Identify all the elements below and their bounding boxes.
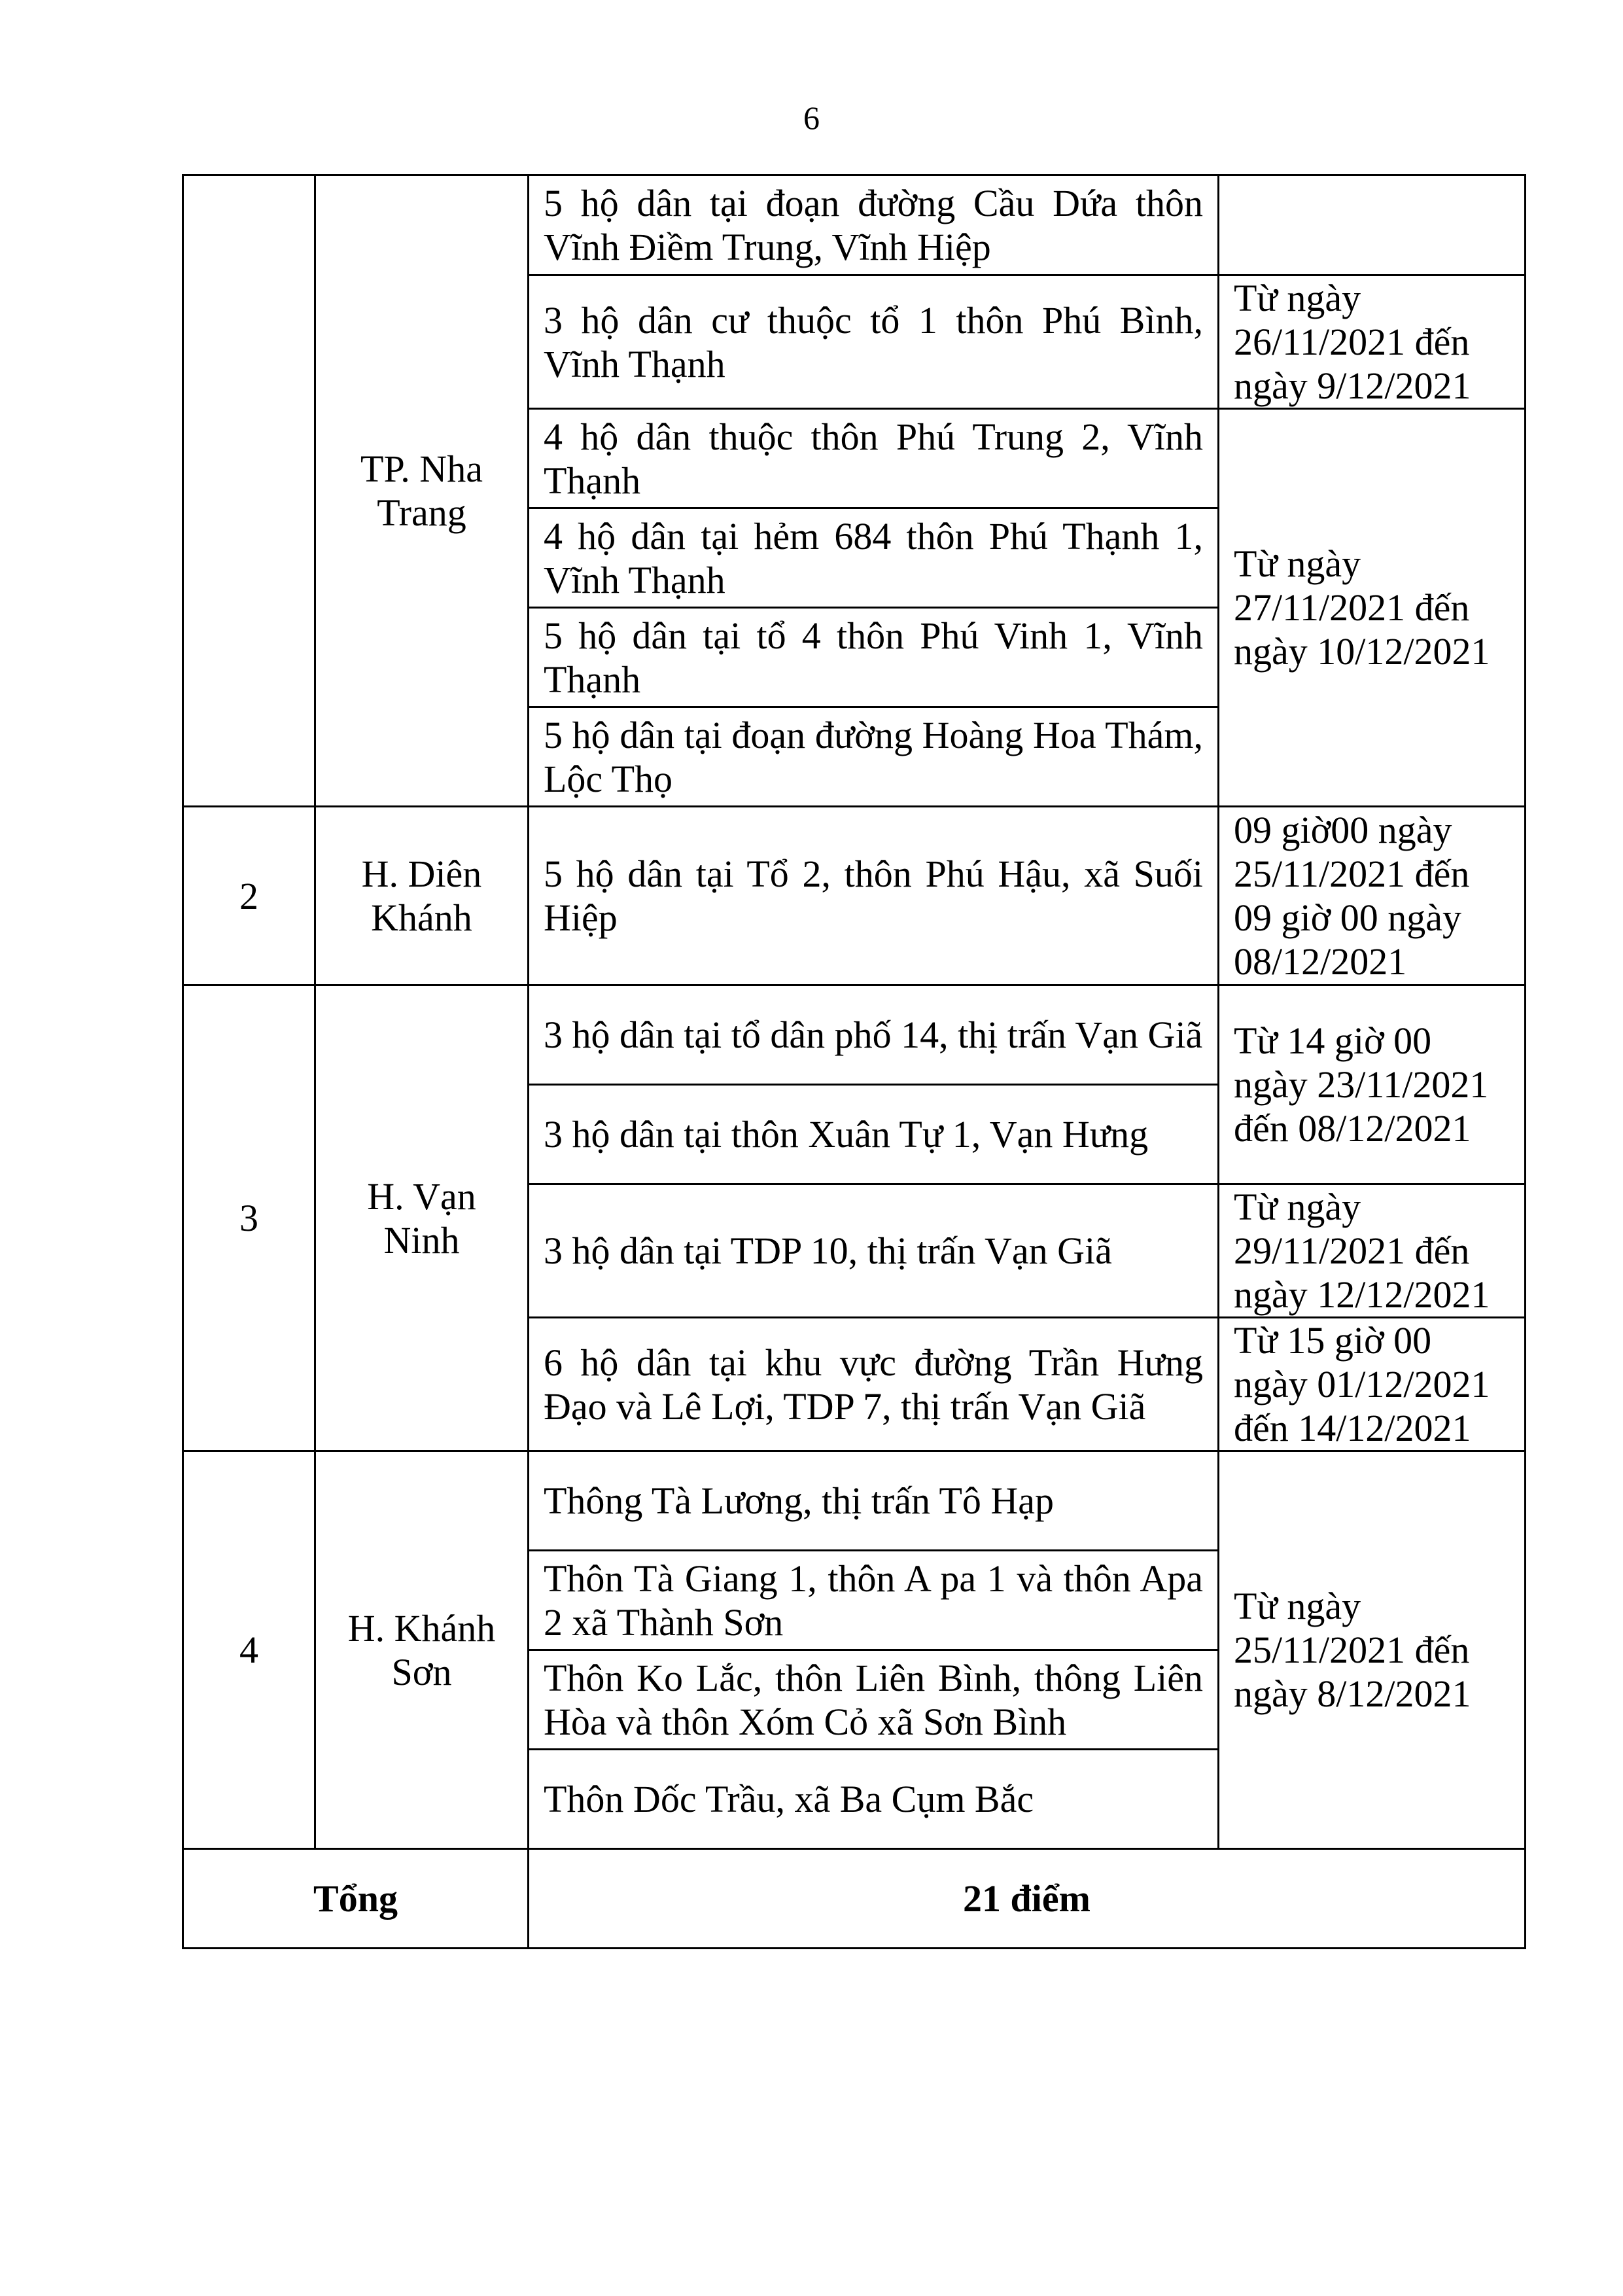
time-cell: Từ ngày 29/11/2021 đến ngày 12/12/2021: [1219, 1184, 1526, 1318]
unit-cell: H. Diên Khánh: [315, 807, 529, 985]
time-cell: Từ ngày 27/11/2021 đến ngày 10/12/2021: [1219, 409, 1526, 807]
location-cell: 5 hộ dân tại Tổ 2, thôn Phú Hậu, xã Suối Hiệp: [529, 807, 1219, 985]
location-cell: 4 hộ dân thuộc thôn Phú Trung 2, Vĩnh Thạnh: [529, 409, 1219, 508]
page-number: 6: [803, 99, 820, 136]
unit-cell: H. Khánh Sơn: [315, 1451, 529, 1849]
time-cell: Từ 14 giờ 00 ngày 23/11/2021 đến 08/12/2021: [1219, 985, 1526, 1184]
location-cell: Thông Tà Lương, thị trấn Tô Hạp: [529, 1451, 1219, 1551]
location-cell: 3 hộ dân tại thôn Xuân Tự 1, Vạn Hưng: [529, 1085, 1219, 1184]
table-row: [183, 1451, 1526, 1551]
location-cell: Thôn Dốc Trầu, xã Ba Cụm Bắc: [529, 1750, 1219, 1849]
table-row: [183, 807, 1526, 985]
location-cell: Thôn Ko Lắc, thôn Liên Bình, thông Liên Hòa và thôn Xóm Cỏ xã Sơn Bình: [529, 1650, 1219, 1750]
location-cell: 3 hộ dân tại tổ dân phố 14, thị trấn Vạn Giã: [529, 985, 1219, 1085]
table-row: [183, 175, 1526, 275]
quarantine-locations-table: [182, 174, 1526, 1949]
stt-cell: 3: [183, 985, 315, 1451]
time-cell: [1219, 175, 1526, 275]
time-cell: Từ ngày 25/11/2021 đến ngày 8/12/2021: [1219, 1451, 1526, 1849]
time-cell: Từ ngày 26/11/2021 đến ngày 9/12/2021: [1219, 275, 1526, 409]
total-row: [183, 1849, 1526, 1949]
location-cell: 3 hộ dân cư thuộc tổ 1 thôn Phú Bình, Vĩnh Thạnh: [529, 275, 1219, 409]
location-cell: 5 hộ dân tại đoạn đường Hoàng Hoa Thám, Lộc Thọ: [529, 707, 1219, 807]
table-row: [183, 985, 1526, 1085]
location-cell: 3 hộ dân tại TDP 10, thị trấn Vạn Giã: [529, 1184, 1219, 1318]
location-cell: Thôn Tà Giang 1, thôn A pa 1 và thôn Apa 2 xã Thành Sơn: [529, 1551, 1219, 1650]
stt-cell: 4: [183, 1451, 315, 1849]
location-cell: 5 hộ dân tại tổ 4 thôn Phú Vinh 1, Vĩnh Thạnh: [529, 608, 1219, 707]
total-value: 21 điểm: [529, 1849, 1526, 1949]
unit-cell: TP. Nha Trang: [315, 175, 529, 807]
location-cell: 4 hộ dân tại hẻm 684 thôn Phú Thạnh 1, Vĩnh Thạnh: [529, 508, 1219, 608]
location-cell: 5 hộ dân tại đoạn đường Cầu Dứa thôn Vĩnh Điềm Trung, Vĩnh Hiệp: [529, 175, 1219, 275]
total-label: Tổng: [183, 1849, 529, 1949]
location-cell: 6 hộ dân tại khu vực đường Trần Hưng Đạo và Lê Lợi, TDP 7, thị trấn Vạn Giã: [529, 1318, 1219, 1451]
stt-cell: 2: [183, 807, 315, 985]
unit-cell: H. Vạn Ninh: [315, 985, 529, 1451]
stt-cell: [183, 175, 315, 807]
time-cell: Từ 15 giờ 00 ngày 01/12/2021 đến 14/12/2021: [1219, 1318, 1526, 1451]
time-cell: 09 giờ00 ngày 25/11/2021 đến 09 giờ 00 ngày 08/12/2021: [1219, 807, 1526, 985]
